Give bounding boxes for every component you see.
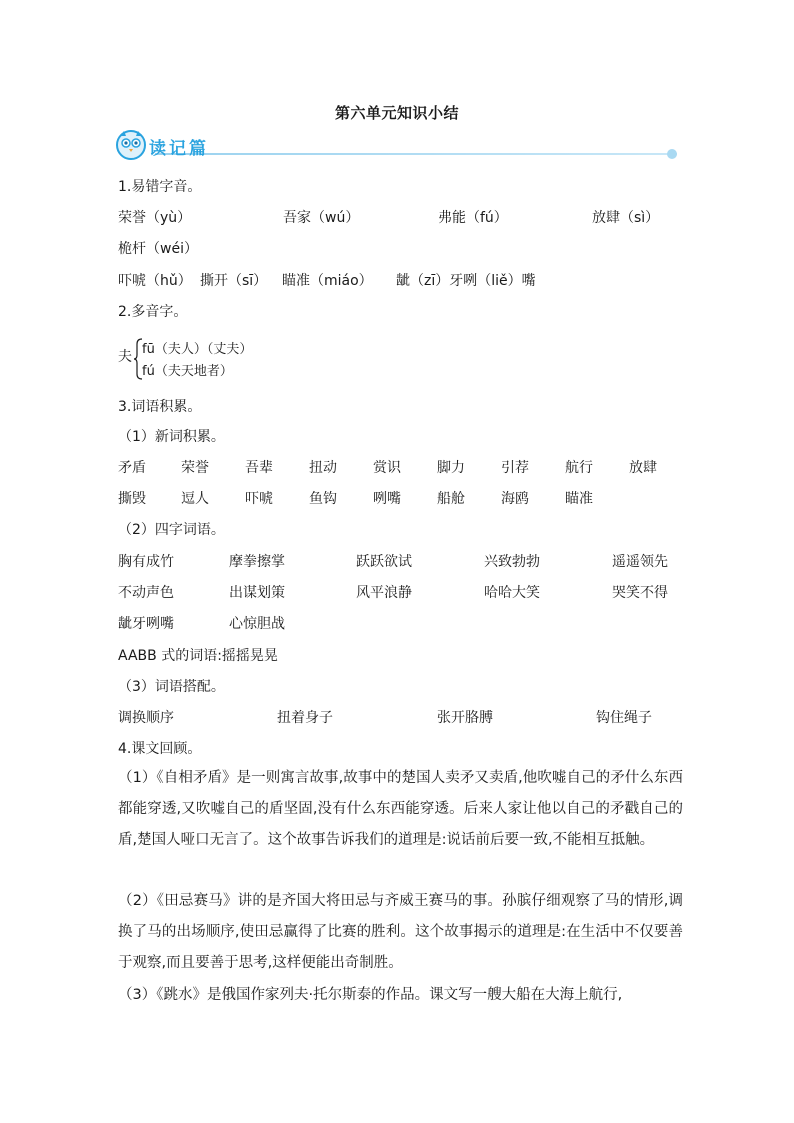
word-item: 脚力 — [437, 460, 465, 476]
pinyin-item: 放肆（sì） — [592, 210, 660, 226]
section-heading: 2.多音字。 — [118, 304, 188, 320]
section-heading: 1.易错字音。 — [118, 179, 202, 195]
word-item: 放肆 — [629, 460, 657, 476]
collocation-item: 调换顺序 — [118, 710, 174, 726]
word-item: 逗人 — [181, 491, 209, 507]
idiom-item: 心惊胆战 — [229, 616, 285, 632]
idiom-item: 龇牙咧嘴 — [118, 616, 174, 632]
polyphone-reading-2: fú（夫天地者） — [142, 364, 233, 379]
polyphone-group — [118, 338, 318, 382]
collocation-item: 张开胳膊 — [437, 710, 493, 726]
idiom-item: 哭笑不得 — [612, 585, 668, 601]
word-item: 吓唬 — [245, 491, 273, 507]
word-item: 扭动 — [309, 460, 337, 476]
word-item: 撕毁 — [118, 491, 146, 507]
banner-rule — [155, 153, 677, 155]
pinyin-item: 弗能（fú） — [438, 210, 508, 226]
idiom-item: 风平浪静 — [356, 585, 412, 601]
idiom-item: 不动声色 — [118, 585, 174, 601]
subsection-heading: （1）新词积累。 — [118, 429, 225, 445]
section-heading: 3.词语积累。 — [118, 399, 202, 415]
word-item: 咧嘴 — [373, 491, 401, 507]
collocation-item: 扭着身子 — [277, 710, 333, 726]
idiom-item: 跃跃欲试 — [356, 554, 412, 570]
review-paragraph-3: （3）《跳水》是俄国作家列夫·托尔斯泰的作品。课文写一艘大船在大海上航行, — [118, 987, 623, 1003]
word-item: 海鸥 — [501, 491, 529, 507]
subsection-heading: （2）四字词语。 — [118, 522, 225, 538]
pinyin-item: 吾家（wú） — [283, 210, 360, 226]
pinyin-item: 撕开（sī） — [200, 273, 268, 289]
polyphone-reading-1: fū（夫人）（丈夫） — [142, 342, 253, 357]
page-title: 第六单元知识小结 — [334, 104, 459, 122]
pinyin-item: 荣誉（yù） — [118, 210, 192, 226]
word-item: 引荐 — [501, 460, 529, 476]
word-item: 瞄准 — [565, 491, 593, 507]
owl-mascot-icon — [115, 128, 147, 162]
polyphone-char: 夫 — [118, 349, 132, 365]
banner-dot — [667, 149, 677, 159]
word-item: 赏识 — [373, 460, 401, 476]
idiom-item: 胸有成竹 — [118, 554, 174, 570]
collocation-item: 钩住绳子 — [596, 710, 652, 726]
section-heading: 4.课文回顾。 — [118, 741, 202, 757]
pinyin-item: 吓唬（hǔ） — [118, 273, 192, 289]
subsection-heading: （3）词语搭配。 — [118, 679, 225, 695]
review-paragraph-2: （2）《田忌赛马》讲的是齐国大将田忌与齐威王赛马的事。孙膑仔细观察了马的情形,调换了马的出场顺序,使田忌赢得了比赛的胜利。这个故事揭示的道理是:在生活中不仅要善于观察,而且要善于思考,这样便能出奇制胜。 — [118, 893, 683, 971]
idiom-item: 遥遥领先 — [612, 554, 668, 570]
word-item: 矛盾 — [118, 460, 146, 476]
word-item: 荣誉 — [181, 460, 209, 476]
pinyin-item: 瞄准（miáo） — [282, 273, 373, 289]
word-item: 船舱 — [437, 491, 465, 507]
banner-label: 读记篇 — [149, 139, 209, 159]
idiom-item: 兴致勃勃 — [484, 554, 540, 570]
pinyin-item: 龇（zī）牙咧（liě）嘴 — [396, 273, 536, 289]
idiom-item: 哈哈大笑 — [484, 585, 540, 601]
word-item: 吾辈 — [245, 460, 273, 476]
section-banner — [115, 128, 681, 164]
word-item: 鱼钩 — [309, 491, 337, 507]
word-item: 航行 — [565, 460, 593, 476]
idiom-item: 出谋划策 — [229, 585, 285, 601]
pinyin-item: 桅杆（wéi） — [118, 241, 198, 257]
idiom-item: 摩拳擦掌 — [229, 554, 285, 570]
review-paragraph-1: （1）《自相矛盾》是一则寓言故事,故事中的楚国人卖矛又卖盾,他吹嘘自己的矛什么东西都能穿透,又吹嘘自己的盾坚固,没有什么东西能穿透。后来人家让他以自己的矛戳自己的盾,楚国人哑口无言了。这个故事告诉我们的道理是:说话前后要一致,不能相互抵触。 — [118, 770, 683, 848]
aabb-line: AABB 式的词语:摇摇晃晃 — [118, 648, 278, 664]
